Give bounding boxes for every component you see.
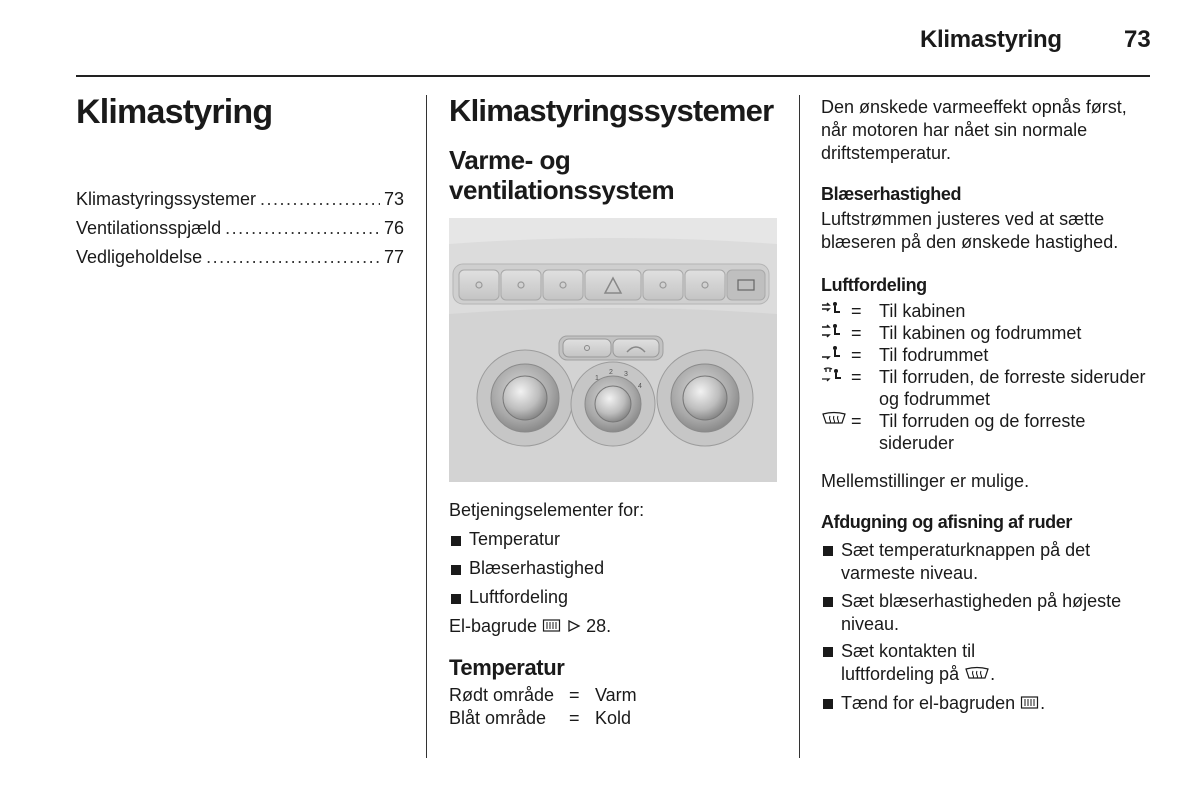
air-distribution-row [821,344,1157,366]
column-divider [426,95,427,758]
equals-sign: = [851,301,862,321]
temperature-zone: Blåt område [449,708,547,728]
toc-label: Ventilationsspjæld [76,218,222,238]
climate-control-panel-illustration [449,218,777,482]
temperature-table [449,684,637,730]
defrost-windscreen-icon [821,411,847,427]
section-title: Klimastyringssystemer [449,93,774,128]
chapter-title: Klimastyring [76,93,273,131]
bullet-item [449,587,568,608]
airflow-feet-icon [821,345,843,361]
air-distribution-text: Til forruden og de forreste sideruder [879,411,1086,453]
page-number: 73 [1124,26,1151,53]
bullet-square [451,536,461,546]
toc-page: 77 [383,247,404,267]
bullet-square [823,597,833,607]
bullet-text: Temperatur [469,529,561,549]
equals-sign: = [569,708,580,728]
bullet-text: Tænd for el-bagruden . [841,693,1046,713]
toc-label: Vedligeholdelse [76,247,203,267]
equals-sign: = [569,685,580,705]
toc-leader [260,189,380,210]
svg-text:1: 1 [595,375,599,382]
bullet-square [823,699,833,709]
bullet-square [451,565,461,575]
hazard-button-row [459,270,765,300]
air-distribution-row [821,366,1157,410]
air-distribution-text: Til forruden, de forreste sideruder og fodrummet [879,367,1146,409]
temperature-heading: Temperatur [449,655,565,680]
svg-text:2: 2 [609,369,613,376]
toc-label: Klimastyringssystemer [76,189,257,209]
defrost-windscreen-icon [964,666,990,682]
toc-leader [225,218,380,239]
rear-window-heater-icon [542,618,562,634]
fan-speed-paragraph: Luftstrømmen justeres ved at sætte blæseren på den ønskede hastighed. [821,209,1119,252]
airflow-cabin-icon [821,301,843,317]
air-distribution-text: Til kabinen og fodrummet [879,323,1082,343]
temperature-knob [477,350,573,446]
warmup-paragraph: Den ønskede varmeeffekt opnås først, når motoren har nået sin normale driftstemperatur. [821,97,1127,163]
temperature-row [449,707,637,730]
fan-speed-knob [571,362,655,446]
header-rule [76,75,1150,77]
equals-sign: = [851,411,862,431]
subsection-title: Varme- og ventilationssystem [449,145,675,205]
bullet-item [821,640,1157,686]
svg-text:4: 4 [638,383,642,390]
airflow-cabin-feet-icon [821,323,843,339]
bullet-item [821,590,1157,636]
bullet-item [449,529,560,550]
temperature-value: Varm [595,685,637,705]
page-reference-arrow-icon [567,619,581,633]
equals-sign: = [851,345,862,365]
toc-entry[interactable] [76,189,404,210]
rear-window-label: El-bagrude [449,616,538,636]
controls-intro: Betjeningselementer for: [449,500,645,520]
air-distribution-row [821,322,1157,344]
bullet-text: Sæt kontakten til luftfordeling på . [841,641,996,684]
fan-speed-heading: Blæserhastighed [821,184,962,204]
air-distribution-text: Til fodrummet [879,345,989,365]
air-distribution-row [821,300,1157,322]
column-divider [799,95,800,758]
running-header-title: Klimastyring [920,26,1062,53]
bullet-square [823,546,833,556]
page-reference[interactable]: 28. [586,616,612,636]
air-distribution-list [821,300,1157,454]
temperature-value: Kold [595,708,632,728]
airflow-windscreen-feet-icon [821,367,843,383]
bullet-item [821,692,1157,715]
rear-window-heater-icon [1020,695,1040,711]
bullet-text: Sæt blæserhastigheden på højeste niveau. [841,591,1122,634]
temperature-row [449,684,637,707]
bullet-square [451,594,461,604]
temperature-zone: Rødt område [449,685,555,705]
bullet-text: Luftfordeling [469,587,569,607]
bullet-text: Blæserhastighed [469,558,605,578]
toc-page: 76 [383,218,404,238]
defog-heading: Afdugning og afisning af ruder [821,512,1072,532]
equals-sign: = [851,323,862,343]
air-distribution-row [821,410,1157,454]
toc-entry[interactable] [76,247,404,268]
intermediate-note: Mellemstillinger er mulige. [821,471,1030,491]
toc-page: 73 [383,189,404,209]
rear-window-reference [449,616,611,637]
bullet-item [449,558,604,579]
air-distribution-text: Til kabinen [879,301,966,321]
equals-sign: = [851,367,862,387]
bullet-square [823,647,833,657]
bullet-text: Sæt temperaturknappen på det varmeste niveau. [841,540,1091,583]
svg-text:3: 3 [624,371,628,378]
toc-leader [206,247,380,268]
air-distribution-heading: Luftfordeling [821,275,927,295]
bullet-item [821,539,1157,585]
toc-entry[interactable] [76,218,404,239]
air-distribution-knob [657,350,753,446]
